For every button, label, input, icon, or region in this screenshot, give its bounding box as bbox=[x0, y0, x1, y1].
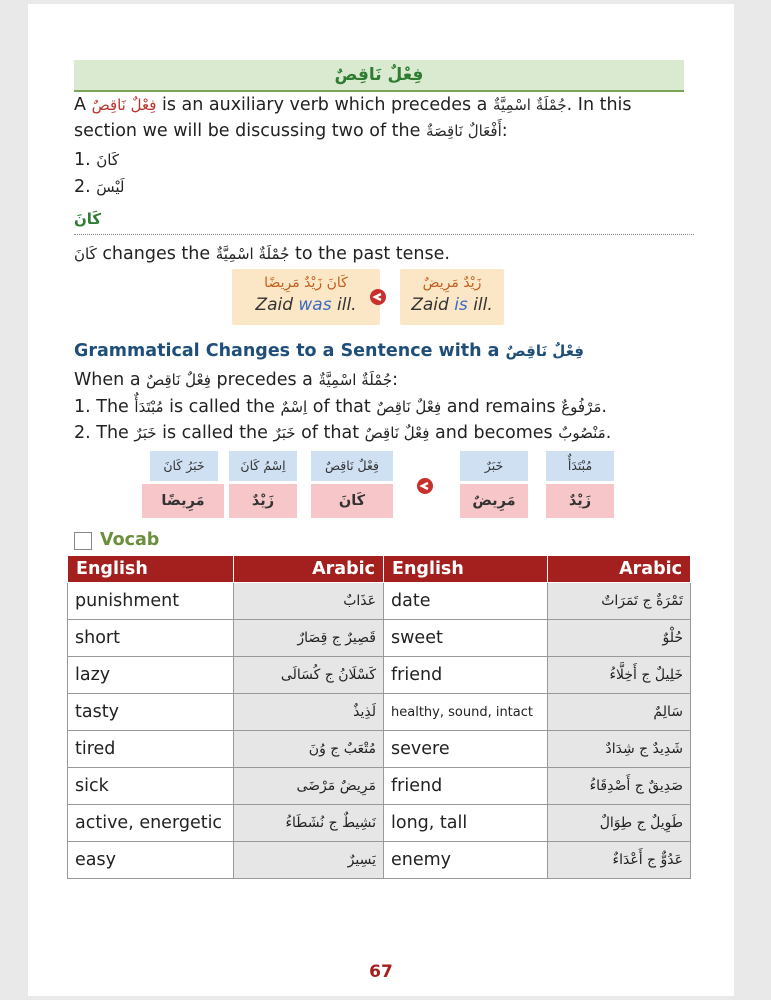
cell-english: date bbox=[384, 583, 548, 620]
text: ill. bbox=[467, 295, 493, 315]
rule-ar: اِسْمٌ bbox=[280, 398, 308, 416]
intro-line2: section we will be discussing two of the bbox=[74, 121, 421, 141]
page-number: 67 bbox=[369, 962, 393, 982]
when-line bbox=[74, 367, 692, 393]
cell-arabic: نَشِيطٌ ج نُشَطَاءُ bbox=[234, 805, 384, 842]
rule-text: and becomes bbox=[435, 423, 553, 443]
grammar-heading-ar: فِعْلٌ نَاقِصٌ bbox=[505, 342, 584, 360]
label-khabar-kana: خَبَرُ كَانَ bbox=[150, 451, 218, 481]
rule-ar: خَبَرٌ bbox=[273, 424, 296, 442]
highlight: is bbox=[454, 295, 468, 315]
arrow-left-icon bbox=[416, 477, 434, 495]
table-row bbox=[68, 657, 691, 694]
when-text: When a bbox=[74, 370, 141, 390]
grammar-heading-text: Grammatical Changes to a Sentence with a bbox=[74, 341, 500, 361]
rule-ar: فِعْلٌ نَاقِصٌ bbox=[376, 398, 442, 416]
cell-english: severe bbox=[384, 731, 548, 768]
table-row bbox=[68, 842, 691, 879]
when-ar1: فِعْلٌ نَاقِصٌ bbox=[146, 371, 211, 389]
table-row bbox=[68, 694, 691, 731]
vocab-table bbox=[67, 555, 691, 879]
word-zaidun-2: زَيْدٌ bbox=[546, 484, 614, 518]
rule-num: 1. bbox=[74, 397, 91, 417]
table-row bbox=[68, 805, 691, 842]
list-arabic: لَيْسَ bbox=[96, 178, 125, 196]
table-header-row bbox=[68, 556, 691, 583]
cell-arabic: لَذِيذٌ bbox=[234, 694, 384, 731]
when-colon: : bbox=[392, 370, 399, 390]
cell-arabic: سَالِمٌ bbox=[548, 694, 691, 731]
section-title: فِعْلٌ نَاقِصٌ bbox=[74, 60, 684, 92]
example-present-arabic: زَيْدٌ مَرِيضٌ bbox=[422, 275, 482, 291]
cell-arabic: كَسْلَانُ ج كُسَالَى bbox=[234, 657, 384, 694]
cell-english: punishment bbox=[68, 583, 234, 620]
list-item bbox=[74, 150, 119, 170]
rule-ar: خَبَرٌ bbox=[134, 424, 157, 442]
divider bbox=[74, 234, 694, 235]
grammar-heading bbox=[74, 341, 584, 361]
rule-2 bbox=[74, 420, 692, 446]
column-header: English bbox=[68, 556, 234, 583]
table-row bbox=[68, 583, 691, 620]
rule-ar: مَرْفُوعٌ bbox=[561, 398, 602, 416]
cell-english: active, energetic bbox=[68, 805, 234, 842]
book-icon bbox=[74, 532, 92, 550]
arrow-left-icon bbox=[369, 288, 387, 306]
label-mubtada: مُبْتَدَأٌ bbox=[546, 451, 614, 481]
rule-text: is called the bbox=[169, 397, 275, 417]
rule-ar: فِعْلٌ نَاقِصٌ bbox=[364, 424, 430, 442]
cell-english: long, tall bbox=[384, 805, 548, 842]
intro-colon: : bbox=[501, 121, 508, 141]
rule-end: . bbox=[601, 397, 607, 417]
label-khabar: خَبَرٌ bbox=[460, 451, 528, 481]
cell-arabic: قَصِيرٌ ج قِصَارٌ bbox=[234, 620, 384, 657]
rule-num: 2. bbox=[74, 423, 91, 443]
cell-english: friend bbox=[384, 768, 548, 805]
list-arabic: كَانَ bbox=[96, 151, 120, 169]
rule-ar: مَنْصُوبٌ bbox=[558, 424, 606, 442]
cell-english: sweet bbox=[384, 620, 548, 657]
cell-arabic: طَوِيلٌ ج طِوَالٌ bbox=[548, 805, 691, 842]
text: Zaid bbox=[255, 295, 299, 315]
rule-text: of that bbox=[312, 397, 371, 417]
list-item bbox=[74, 177, 125, 197]
cell-arabic: تَمْرَةٌ ج تَمَرَاتٌ bbox=[548, 583, 691, 620]
rule-end: . bbox=[605, 423, 612, 443]
kana-ar: كَانَ bbox=[74, 245, 97, 263]
table-row bbox=[68, 620, 691, 657]
intro-text-mid: is an auxiliary verb which precedes a bbox=[161, 95, 488, 115]
text: ill. bbox=[331, 295, 357, 315]
label-ism-kana: اِسْمُ كَانَ bbox=[229, 451, 297, 481]
intro-text-tail: . In this bbox=[566, 95, 632, 115]
cell-arabic: مَرِيضٌ مَرْضَى bbox=[234, 768, 384, 805]
rule-1 bbox=[74, 394, 692, 420]
cell-arabic: حُلْوٌ bbox=[548, 620, 691, 657]
cell-english: short bbox=[68, 620, 234, 657]
kana-ar-jumla: جُمْلَةٌ اسْمِيَّةٌ bbox=[215, 245, 290, 263]
cell-english: healthy, sound, intact bbox=[384, 694, 548, 731]
when-ar2: جُمْلَةٌ اسْمِيَّةٌ bbox=[318, 371, 393, 389]
rule-text: The bbox=[96, 423, 129, 443]
example-present-english bbox=[400, 295, 504, 315]
cell-arabic: يَسِيرٌ bbox=[234, 842, 384, 879]
vocab-heading: Vocab bbox=[100, 530, 160, 550]
rule-text: and remains bbox=[446, 397, 556, 417]
rule-ar: مُبْتَدَأٌ bbox=[134, 398, 164, 416]
rule-text: The bbox=[96, 397, 129, 417]
cell-english: enemy bbox=[384, 842, 548, 879]
column-header: Arabic bbox=[548, 556, 691, 583]
intro-ar-jumla: جُمْلَةٌ اسْمِيَّةٌ bbox=[492, 96, 567, 114]
cell-arabic: صَدِيقٌ ج أَصْدِقَاءُ bbox=[548, 768, 691, 805]
text: Zaid bbox=[411, 295, 455, 315]
list-number: 1. bbox=[74, 150, 91, 170]
when-mid: precedes a bbox=[216, 370, 313, 390]
intro-text-a: A bbox=[74, 95, 86, 115]
example-present bbox=[400, 269, 504, 325]
page bbox=[28, 4, 734, 996]
word-mareedan: مَرِيضًا bbox=[142, 484, 224, 518]
word-zaidun: زَيْدٌ bbox=[229, 484, 297, 518]
list-number: 2. bbox=[74, 177, 91, 197]
cell-arabic: خَلِيلٌ ج أَخِلَّاءُ bbox=[548, 657, 691, 694]
cell-arabic: مُتْعَبٌ ج وُنَ bbox=[234, 731, 384, 768]
cell-english: lazy bbox=[68, 657, 234, 694]
example-past-arabic: كَانَ زَيْدٌ مَرِيضًا bbox=[264, 275, 348, 291]
cell-english: friend bbox=[384, 657, 548, 694]
column-header: English bbox=[384, 556, 548, 583]
intro-ar-fil-naqis: فِعْلٌ نَاقِصٌ bbox=[91, 96, 157, 114]
cell-english: sick bbox=[68, 768, 234, 805]
highlight: was bbox=[298, 295, 332, 315]
table-row bbox=[68, 731, 691, 768]
table-row bbox=[68, 768, 691, 805]
column-header: Arabic bbox=[234, 556, 384, 583]
kana-mid: changes the bbox=[102, 244, 211, 264]
cell-english: easy bbox=[68, 842, 234, 879]
cell-arabic: عَذَابٌ bbox=[234, 583, 384, 620]
kana-heading: كَانَ bbox=[74, 210, 102, 228]
cell-arabic: شَدِيدٌ ج شِدَادٌ bbox=[548, 731, 691, 768]
label-fil-naqis: فِعْلٌ نَاقِصٌ bbox=[311, 451, 393, 481]
intro-ar-afal: أَفْعَالٌ نَاقِصَةٌ bbox=[425, 122, 502, 140]
cell-english: tired bbox=[68, 731, 234, 768]
rule-text: of that bbox=[301, 423, 360, 443]
intro-paragraph bbox=[74, 92, 692, 144]
cell-arabic: عَدُوٌّ ج أَعْدَاءٌ bbox=[548, 842, 691, 879]
kana-tail: to the past tense. bbox=[294, 244, 450, 264]
kana-sentence bbox=[74, 241, 692, 267]
word-kana: كَانَ bbox=[311, 484, 393, 518]
word-mareedun: مَرِيضٌ bbox=[460, 484, 528, 518]
example-past-english bbox=[232, 295, 380, 315]
cell-english: tasty bbox=[68, 694, 234, 731]
rule-text: is called the bbox=[162, 423, 268, 443]
example-past bbox=[232, 269, 380, 325]
